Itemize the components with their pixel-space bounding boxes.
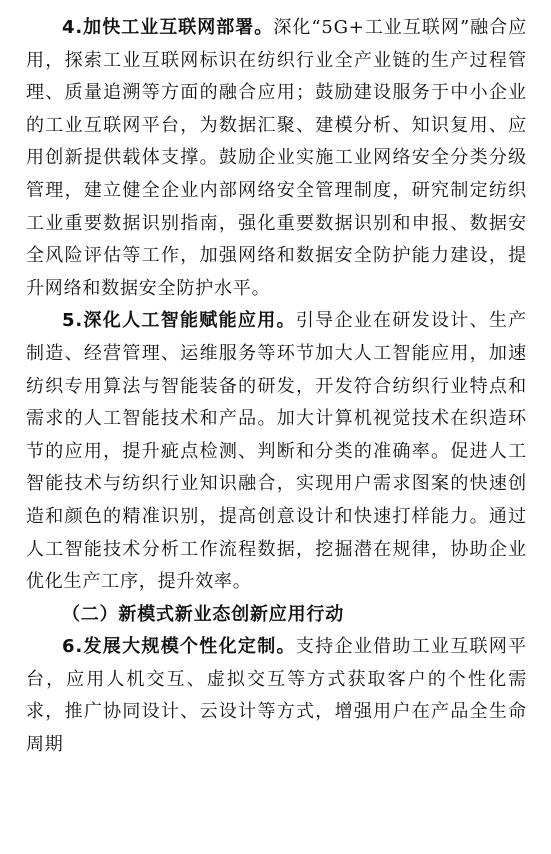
paragraph-6 [26, 631, 527, 761]
paragraph-6-body: 支持企业借助工业互联网平台，应用人机交互、虚拟交互等方式获取客户的个性化需求，推广协同设计、云设计等方式，增强用户在产品全生命周期 [26, 636, 527, 756]
paragraph-5-lead: 5.深化人工智能赋能应用。 [62, 310, 296, 332]
paragraph-4-body: 深化“5G+工业互联网”融合应用，探索工业互联网标识在纺织行业全产业链的生产过程管理、质量追溯等方面的融合应用；鼓励建设服务于中小企业的工业互联网平台，为数据汇聚、建模分析、知识复用、应用创新提供载体支撑。鼓励企业实施工业网络安全分类分级管理，建立健全企业内部网络安全管理制度，研究制定纺织工业重要数据识别指南，强化重要数据识别和申报、数据安全风险评估等工作，加强网络和数据安全防护能力建设，提升网络和数据安全防护水平。 [26, 17, 527, 299]
paragraph-4-lead: 4.加快工业互联网部署。 [62, 17, 274, 38]
paragraph-5 [26, 305, 527, 598]
paragraph-5-body: 引导企业在研发设计、生产制造、经营管理、运维服务等环节加大人工智能应用，加速纺织专用算法与智能装备的研发，开发符合纺织行业特点和需求的人工智能技术和产品。加大计算机视觉技术在织造环节的应用，提升疵点检测、判断和分类的准确率。促进人工智能技术与纺织行业知识融合，实现用户需求图案的快速创造和颜色的精准识别，提高创意设计和快速打样能力。通过人工智能技术分析工作流程数据，挖掘潜在规律，协助企业优化生产工序，提升效率。 [26, 310, 527, 593]
paragraph-4 [26, 12, 527, 305]
section-heading: （二）新模式新业态创新应用行动 [62, 603, 344, 625]
paragraph-6-lead: 6.发展大规模个性化定制。 [62, 636, 296, 658]
